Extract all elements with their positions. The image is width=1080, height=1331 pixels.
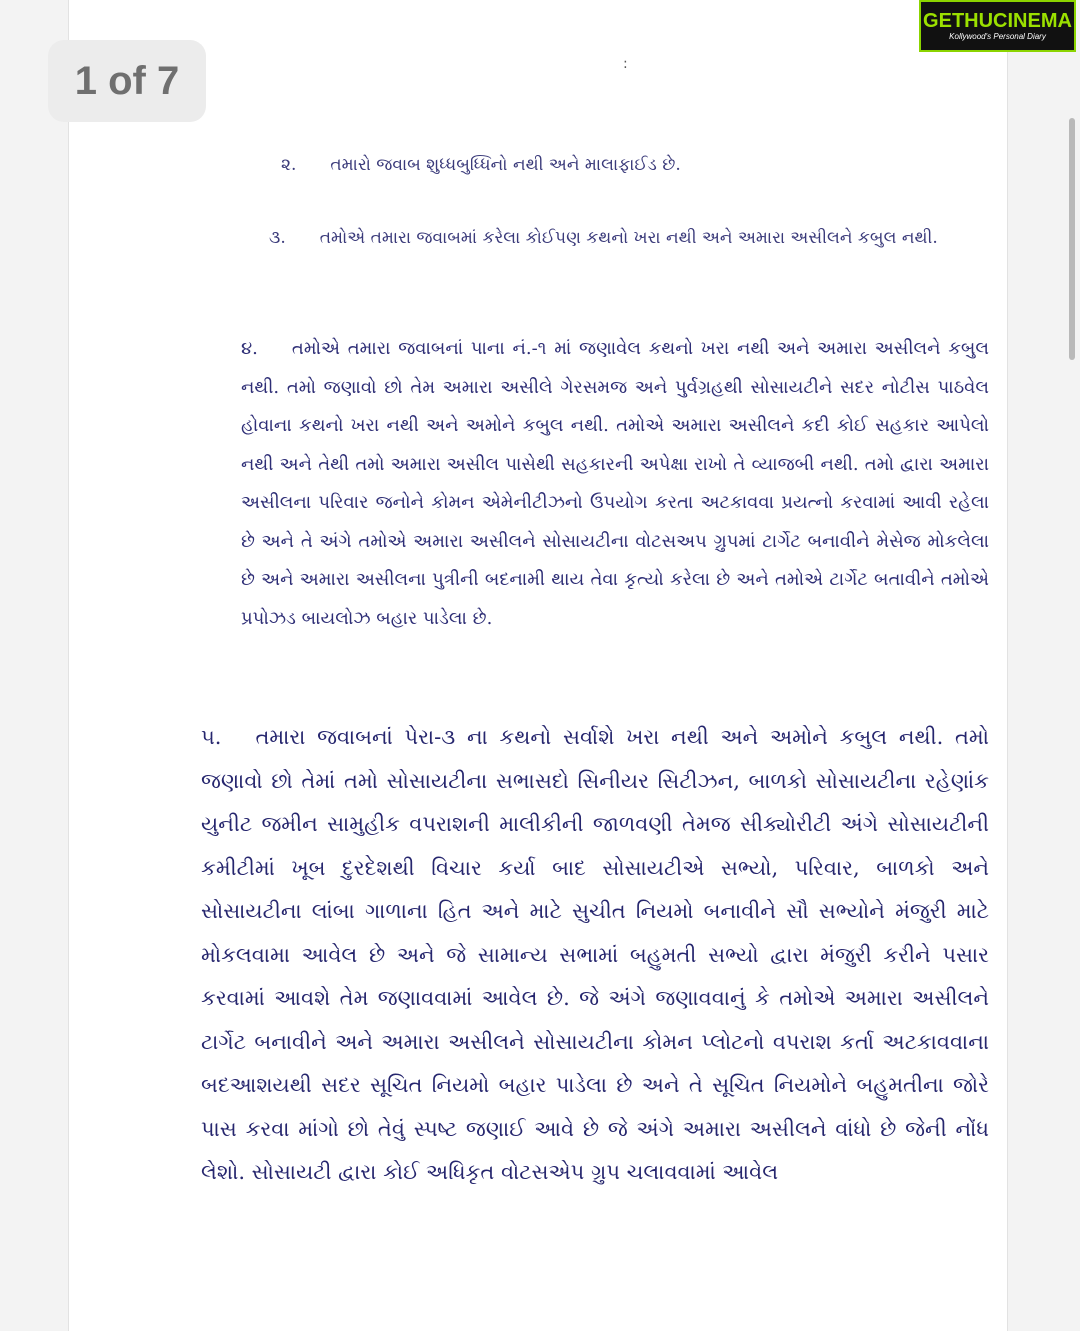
paragraph-number: ૪. (241, 338, 258, 359)
paragraph-number: ૨. (281, 155, 297, 175)
paragraph-text: તમોએ તમારા જવાબનાં પાના નં.-૧ માં જણાવેલ કથનો ખરા નથી અને અમારા અસીલને કબુલ નથી. તમો જણાવો છો તેમ અમારા અસીલે ગેરસમજ અને પુર્વગ્રહથી સોસાયટીને સદર નોટીસ પાઠવેલ હોવાના કથનો ખરા નથી અને અમોને કબુલ નથી. તમોએ અમારા અસીલને કદી કોઈ સહકાર આપેલો નથી અને તેથી તમો અમારા અસીલ પાસેથી સહકારની અપેક્ષા રાખો તે વ્યાજબી નથી. તમો દ્વારા અમારા અસીલના પરિવાર જનોને કોમન એમેનીટીઝનો ઉપયોગ કરતા અટકાવવા પ્રયત્નો કરવામાં આવી રહેલા છે અને તે અંગે તમોએ અમારા અસીલને સોસાયટીના વોટસઅપ ગ્રુપમાં ટાર્ગેટ બનાવીને મેસેજ મોકલેલા છે અને અમારા અસીલના પુત્રીની બદનામી થાય તેવા કૃત્યો કરેલા છે અને તમોએ ટાર્ગેટ બતાવીને તમોએ પ્રપોઝડ બાયલોઝ બહાર પાડેલા છે. (241, 338, 989, 629)
paragraph-number: ૩. (269, 228, 286, 248)
paragraph-4 (241, 330, 989, 638)
paragraph-text: તમોએ તમારા જવાબમાં કરેલા કોઈપણ કથનો ખરા નથી અને અમારા અસીલને કબુલ નથી. (319, 228, 938, 248)
paragraph-3 (269, 218, 989, 258)
paragraph-text: તમારા જવાબનાં પેરા-૩ ના કથનો સર્વાશે ખરા નથી અને અમોને કબુલ નથી. તમો જણાવો છો તેમાં તમો સોસાયટીના સભાસદો સિનીયર સિટીઝન, બાળકો સોસાયટીના રહેણાંક યુનીટ જમીન સામુહીક વપરાશની માલીકીની જાળવણી તેમજ સીક્યોરીટી અંગે સોસાયટીની કમીટીમાં ખૂબ દુરદેશથી વિચાર કર્યા બાદ સોસાયટીએ સભ્યો, પરિવાર, બાળકો અને સોસાયટીના લાંબા ગાળાના હિત અને માટે સુચીત નિયમો બનાવીને સૌ સભ્યોને મંજુરી માટે મોકલવામા આવેલ છે અને જે સામાન્ય સભામાં બહુમતી સભ્યો દ્વારા મંજુરી કરીને પસાર કરવામાં આવશે તેમ જણાવવામાં આવેલ છે. જે અંગે જણાવવાનું કે તમોએ અમારા અસીલને ટાર્ગેટ બનાવીને અને અમારા અસીલને સોસાયટીના કોમન પ્લોટનો વપરાશ કર્તા અટકાવવાના બદઆશયથી સદર સૂચિત નિયમો બહાર પાડેલા છે અને તે સૂચિત નિયમોને બહુમતીના જોરે પાસ કરવા માંગો છો તેવું સ્પષ્ટ જણાઈ આવે છે જે અંગે અમારા અસીલને વાંધો છે જેની નોંધ લેશો. સોસાયટી દ્વારા કોઈ અધિકૃત વોટસએપ ગ્રુપ ચલાવવામાં આવેલ (201, 725, 989, 1184)
paragraph-2 (281, 150, 841, 180)
paragraph-number: ૫. (201, 725, 222, 749)
page-counter-badge: 1 of 7 (48, 40, 206, 122)
logo-brand-text: GETHUCINEMA (923, 10, 1072, 32)
paragraph-5 (201, 716, 989, 1195)
paragraph-text: તમારો જવાબ શુધ્ધબુધ્ધિનો નથી અને માલાફાઈડ છે. (330, 155, 681, 175)
document-page (68, 0, 1008, 1331)
vertical-scrollbar[interactable] (1069, 118, 1075, 360)
page-top-mark: : (623, 56, 628, 72)
logo-tagline: Kollywood's Personal Diary (949, 32, 1046, 41)
watermark-logo (919, 0, 1076, 52)
